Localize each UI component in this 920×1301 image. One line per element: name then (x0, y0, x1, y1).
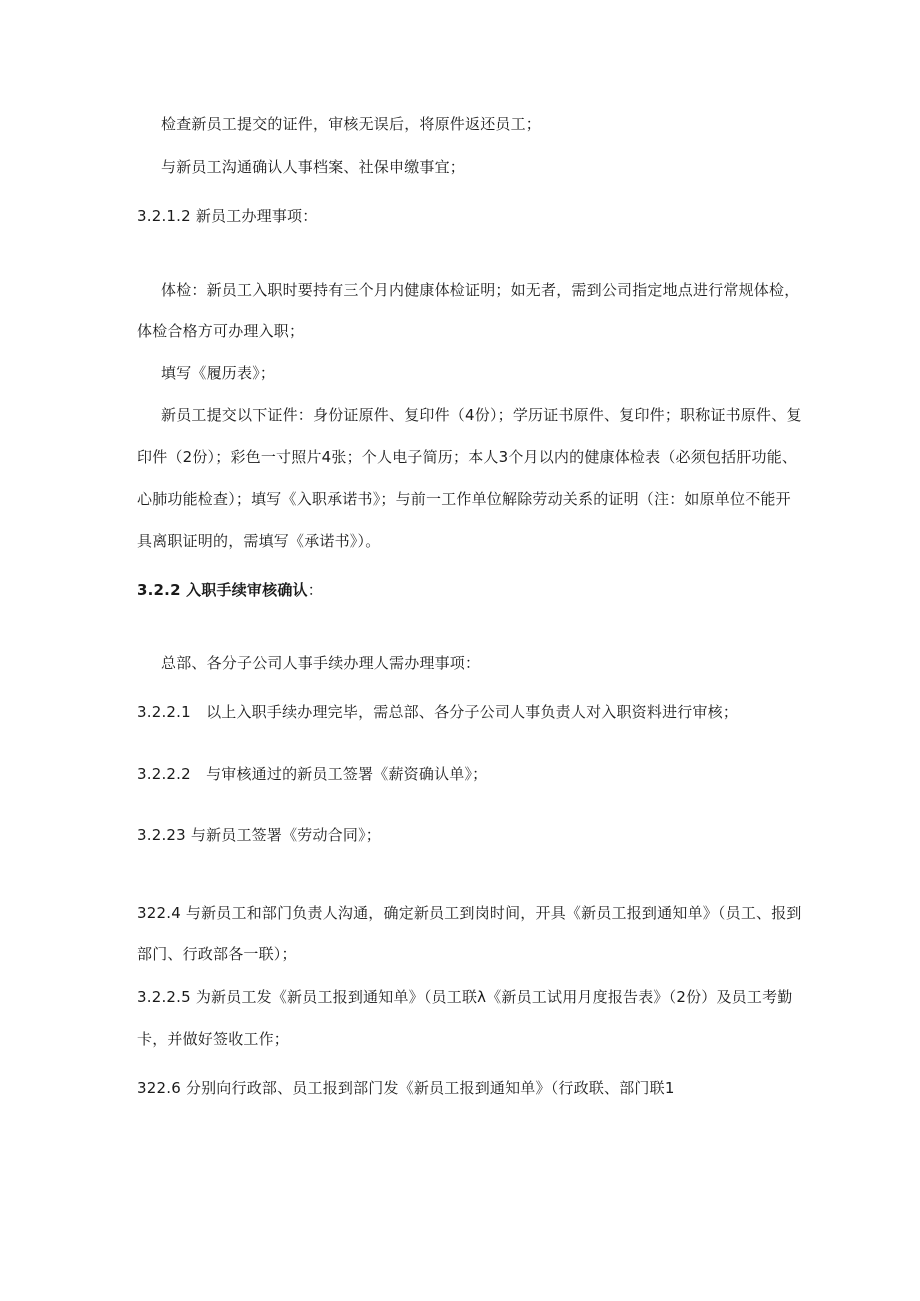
heading-3-2-2-text: 3.2.2 入职手续审核确认 (137, 581, 308, 599)
heading-3-2-1-2: 3.2.1.2 新员工办理事项： (137, 207, 318, 225)
paragraph-documents-line1: 新员工提交以下证件：身份证原件、复印件（4份）；学历证书原件、复印件；职称证书原件、复 (161, 406, 802, 424)
item-3-2-2-3: 3.2.23 与新员工签署《劳动合同》； (137, 826, 381, 844)
item-3-2-2-4-line1: 322.4 与新员工和部门负责人沟通，确定新员工到岗时间，开具《新员工报到通知单》（员工、报到 (137, 904, 802, 922)
paragraph-documents-line3: 心肺功能检查）；填写《入职承诺书》；与前一工作单位解除劳动关系的证明（注：如原单位不能开 (137, 490, 791, 508)
heading-3-2-2 (137, 580, 323, 600)
item-3-2-2-1: 3.2.2.1 以上入职手续办理完毕，需总部、各分子公司人事负责人对入职资料进行审核； (137, 703, 739, 721)
item-3-2-2-4-line2: 部门、行政部各一联）； (137, 945, 297, 963)
paragraph-physical-exam-line2: 体检合格方可办理入职； (137, 322, 305, 340)
item-3-2-2-6: 322.6 分别向行政部、员工报到部门发《新员工报到通知单》（行政联、部门联1 (137, 1079, 675, 1097)
paragraph-documents-line4: 具离职证明的，需填写《承诺书》）。 (137, 532, 381, 550)
item-3-2-2-5-line2: 卡，并做好签收工作； (137, 1030, 290, 1048)
item-3-2-2-2: 3.2.2.2 与审核通过的新员工签署《薪资确认单》； (137, 765, 488, 783)
paragraph-documents-line2: 印件（2份）；彩色一寸照片4张；个人电子简历；本人3个月以内的健康体检表（必须包括肝功能、 (137, 448, 798, 466)
paragraph-hr-handler: 总部、各分子公司人事手续办理人需办理事项： (161, 654, 481, 672)
paragraph-check-documents: 检查新员工提交的证件，审核无误后，将原件返还员工； (161, 115, 542, 133)
paragraph-physical-exam-line1: 体检：新员工入职时要持有三个月内健康体检证明；如无者，需到公司指定地点进行常规体检， (161, 281, 800, 299)
paragraph-fill-resume: 填写《履历表》； (161, 364, 276, 382)
paragraph-confirm-archives: 与新员工沟通确认人事档案、社保申缴事宜； (161, 158, 466, 176)
heading-3-2-2-colon: ： (307, 581, 323, 599)
item-3-2-2-5-line1: 3.2.2.5 为新员工发《新员工报到通知单》（员工联λ《新员工试用月度报告表》（2份）及员工考勤 (137, 988, 793, 1006)
